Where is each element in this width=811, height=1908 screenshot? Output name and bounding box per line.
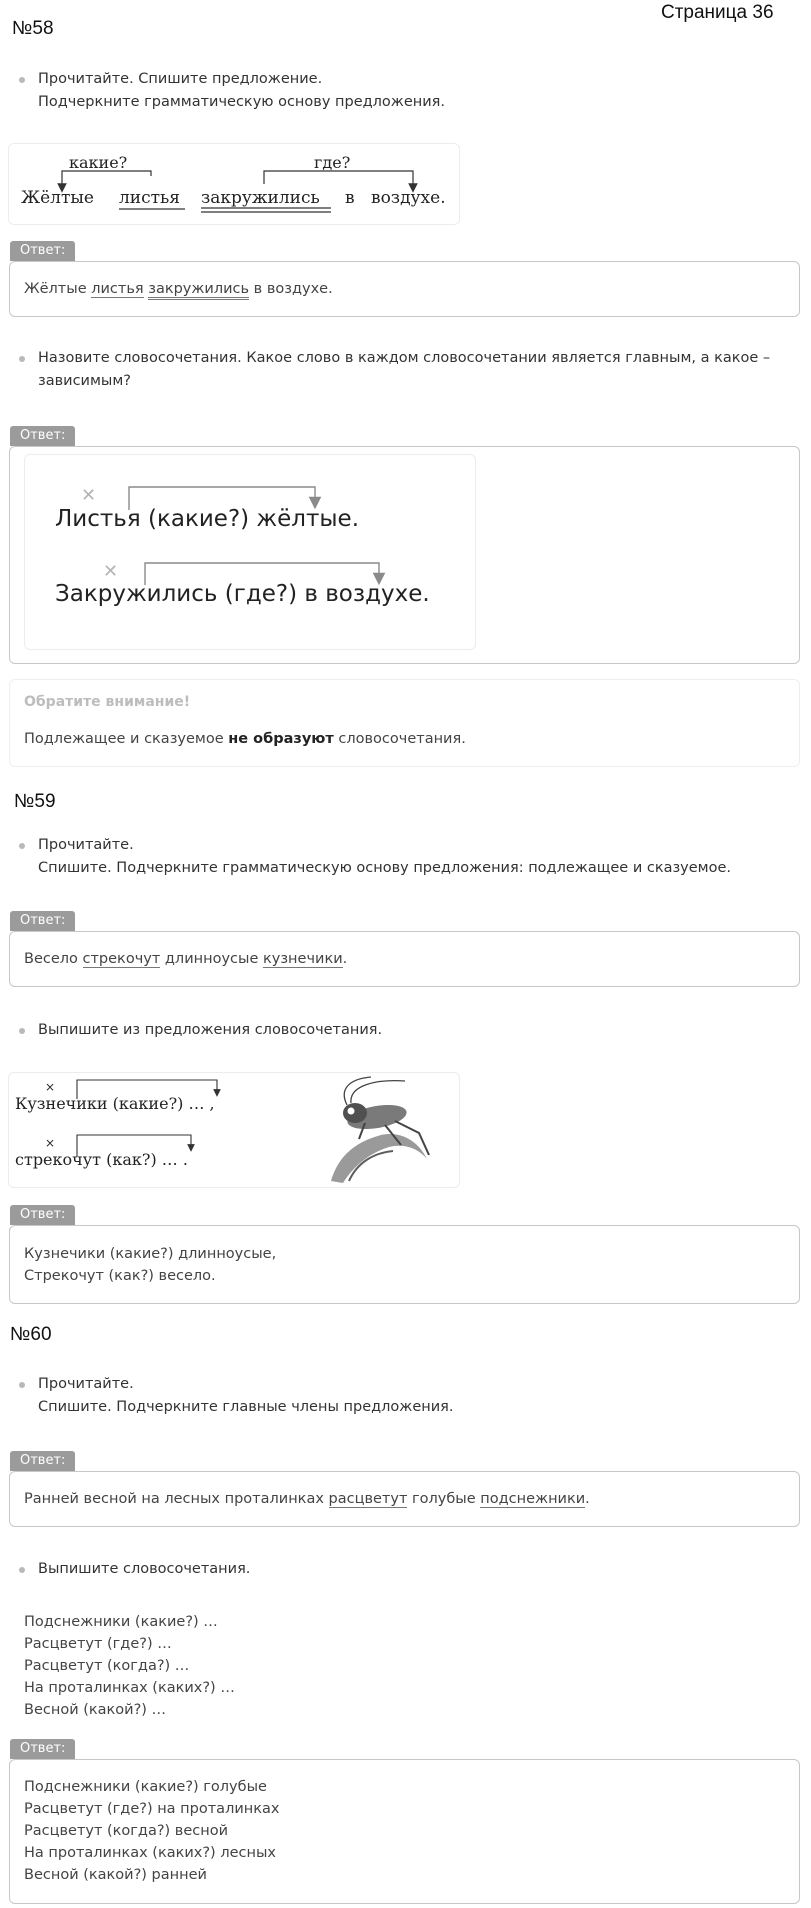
sentence-scheme-diagram — [9, 144, 461, 226]
list-item: Весной (какой?) ранней — [24, 1867, 207, 1883]
subject-word: кузнечики — [263, 951, 343, 967]
phrase-template-list — [24, 1611, 235, 1721]
subject-word: подснежники — [480, 1491, 586, 1507]
bullet-dot — [19, 1567, 25, 1573]
bullet-dot — [19, 1382, 25, 1388]
answer-label: Ответ: — [10, 241, 75, 261]
arrow-kakie — [62, 171, 151, 188]
word-vozduhe: воздухе. — [371, 188, 446, 208]
answer-text: Кузнечики (какие?) длинноусые, Стрекочут (как?) весело. — [24, 1246, 277, 1284]
predicate-word: расцветут — [328, 1491, 408, 1507]
ex59-task2: Выпишите из предложения словосочетания. — [38, 1019, 382, 1042]
grasshopper-illustration — [331, 1077, 429, 1183]
list-item: Расцветут (где?) на проталинках — [24, 1801, 280, 1817]
answer-text: Жёлтые листья закружились в воздухе. — [24, 278, 333, 300]
list-item: На проталинках (каких?) … — [24, 1680, 235, 1696]
answer-label: Ответ: — [10, 911, 75, 931]
cross-mark: × — [45, 1080, 56, 1094]
ex60-answer1-box — [9, 1471, 800, 1527]
ex58-answer2-box — [9, 446, 800, 664]
word-listya: листья — [119, 188, 181, 208]
attention-note — [9, 679, 800, 767]
question-kakie: какие? — [69, 153, 128, 172]
note-title: Обратите внимание! — [24, 694, 191, 710]
answer-label: Ответ: — [10, 1205, 75, 1225]
cross-mark: × — [45, 1136, 56, 1150]
exercise-59-number: №59 — [14, 791, 56, 812]
answer-text: Ранней весной на лесных проталинках расцветут голубые подснежники. — [24, 1491, 590, 1507]
ex60-answer2-box — [9, 1759, 800, 1904]
phrase-scheme-diagram — [25, 455, 477, 651]
ex59-phrase-figure — [8, 1072, 460, 1188]
list-item: Расцветут (когда?) весной — [24, 1823, 229, 1839]
answer-text: Весело стрекочут длинноусые кузнечики. — [24, 951, 348, 967]
predicate-word: закружились — [148, 281, 249, 300]
cross-mark: ✕ — [81, 485, 97, 506]
ex59-task1: Прочитайте. Спишите. Подчеркните грамматическую основу предложения: подлежащее и сказуемое. — [38, 834, 731, 880]
exercise-60-number: №60 — [10, 1324, 52, 1345]
ex58-sentence-figure — [8, 143, 460, 225]
phrase-2: стрекочут (как?) … . — [15, 1150, 188, 1169]
cross-mark: ✕ — [103, 561, 119, 582]
word-zakruzhilis: закружились — [201, 188, 320, 208]
phrase-1: Листья (какие?) жёлтые. — [55, 506, 360, 532]
word-v: в — [345, 188, 355, 208]
answer-text — [24, 1776, 279, 1886]
phrase-scheme-diagram — [9, 1073, 461, 1189]
list-item: Расцветут (где?) … — [24, 1636, 172, 1652]
ex58-task1: Прочитайте. Спишите предложение. Подчеркните грамматическую основу предложения. — [38, 68, 445, 114]
phrase-1: Кузнечики (какие?) … , — [15, 1094, 215, 1113]
list-item: На проталинках (каких?) лесных — [24, 1845, 276, 1861]
answer-label: Ответ: — [10, 1451, 75, 1471]
bullet-dot — [19, 1028, 25, 1034]
answer-label: Ответ: — [10, 426, 75, 446]
ex60-task2: Выпишите словосочетания. — [38, 1558, 250, 1581]
ex60-task1: Прочитайте. Спишите. Подчеркните главные члены предложения. — [38, 1373, 454, 1419]
question-gde: где? — [314, 153, 351, 172]
arrow-gde — [264, 171, 413, 188]
list-item: Подснежники (какие?) голубые — [24, 1779, 267, 1795]
ex59-answer1-box — [9, 931, 800, 987]
ex58-task2: Назовите словосочетания. Какое слово в каждом словосочетании является главным, а какое – зависимым? — [38, 347, 770, 393]
exercise-58-number: №58 — [12, 18, 54, 39]
phrase-2: Закружились (где?) в воздухе. — [55, 581, 430, 607]
phrase-scheme-card — [24, 454, 476, 650]
subject-word: листья — [91, 281, 144, 297]
list-item: Подснежники (какие?) … — [24, 1614, 218, 1630]
ex58-answer1-box — [9, 261, 800, 317]
bullet-dot — [19, 843, 25, 849]
note-text: Подлежащее и сказуемое не образуют словосочетания. — [24, 731, 466, 747]
page-number-label: Страница 36 — [661, 2, 774, 23]
word-zheltye: Жёлтые — [21, 188, 94, 208]
list-item: Расцветут (когда?) … — [24, 1658, 190, 1674]
bullet-dot — [19, 77, 25, 83]
list-item: Весной (какой?) … — [24, 1702, 167, 1718]
predicate-word: стрекочут — [82, 951, 161, 967]
bullet-dot — [19, 356, 25, 362]
answer-label: Ответ: — [10, 1739, 75, 1759]
ex59-answer2-box — [9, 1225, 800, 1304]
